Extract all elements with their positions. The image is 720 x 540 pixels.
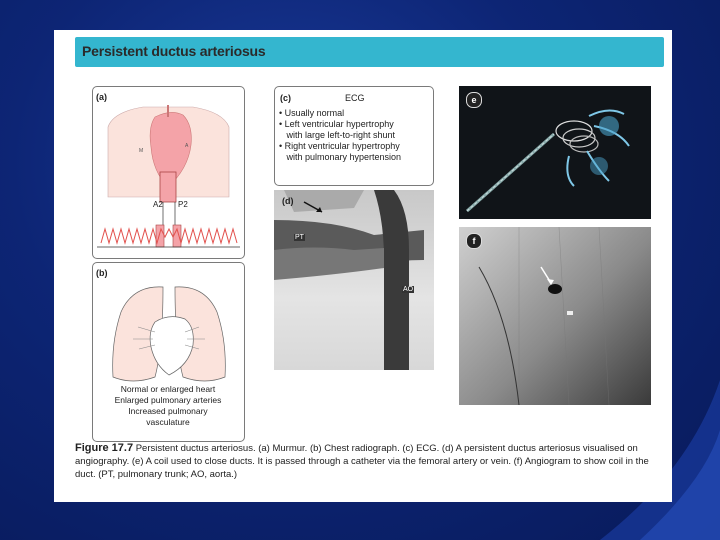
panel-d-label: (d) <box>282 196 294 206</box>
ecg-item: • Right ventricular hypertrophy <box>279 141 400 151</box>
panel-c-label: (c) <box>280 93 291 103</box>
ao-tag: AO <box>403 286 414 293</box>
torso-heart-illustration <box>93 87 244 258</box>
figure-title-bar <box>75 37 664 67</box>
angiogram-image <box>274 190 434 370</box>
panel-b-radiograph <box>92 262 245 442</box>
ecg-findings-list <box>279 108 401 163</box>
panel-d-angiogram <box>274 190 434 370</box>
panel-e-coil-photo <box>459 86 651 219</box>
radiograph-coil-image <box>459 227 651 405</box>
figure-caption-text: Persistent ductus arteriosus. (a) Murmur. (b) Chest radiograph. (c) ECG. (d) A persistent ductus arteriosus visualised on angiography. (e) A coil used to close ducts. It is passed through a catheter via the femoral artery or vein. (f) Angiogram to show coil in the duct. (PT, pulmonary trunk; AO, aorta.) <box>75 443 649 480</box>
panel-b-caption-1: Normal or enlarged heart <box>120 384 216 394</box>
coil-catheter-image <box>459 86 651 219</box>
a2-label: A2 <box>153 200 163 209</box>
panel-f-label: f <box>466 233 482 249</box>
murmur-waveform <box>101 229 237 243</box>
ecg-item: with pulmonary hypertension <box>279 152 402 162</box>
pt-tag: PT <box>295 234 304 241</box>
ecg-item: • Usually normal <box>279 108 345 118</box>
lungs-illustration <box>93 277 244 397</box>
svg-text:M: M <box>139 148 144 154</box>
figure-number: Figure 17.7 <box>75 442 134 454</box>
ecg-item: • Left ventricular hypertrophy <box>279 119 394 129</box>
ecg-item: with large left-to-right shunt <box>279 130 396 140</box>
panel-a-label: (a) <box>96 92 107 102</box>
panel-b-caption-4: vasculature <box>146 417 190 427</box>
figure-title: Persistent ductus arteriosus <box>82 43 266 59</box>
figure-caption <box>75 442 665 481</box>
panel-a-murmur <box>92 86 245 259</box>
figure-card <box>54 30 672 502</box>
p2-label: P2 <box>178 200 188 209</box>
panel-b-caption-2: Enlarged pulmonary arteries <box>114 395 222 405</box>
panel-e-label: e <box>466 92 482 108</box>
svg-text:A: A <box>185 143 189 149</box>
panel-b-label: (b) <box>96 268 108 278</box>
panel-c-ecg <box>274 86 434 186</box>
panel-f-radiograph <box>459 227 651 405</box>
panel-b-caption-3: Increased pulmonary <box>128 406 208 416</box>
ecg-title: ECG <box>345 93 365 103</box>
